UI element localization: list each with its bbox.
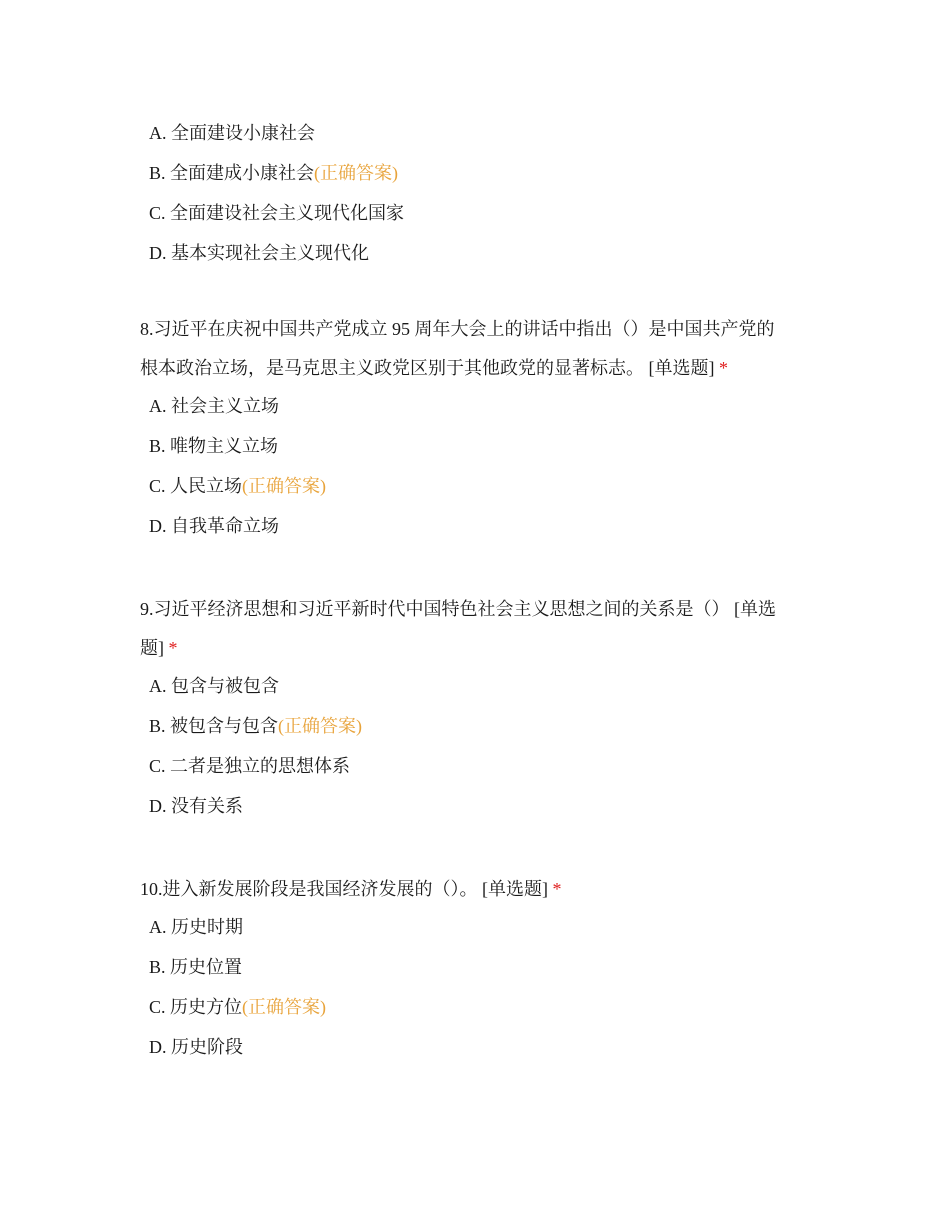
option-d: D. 基本实现社会主义现代化	[149, 243, 369, 263]
question-text: 9.习近平经济思想和习近平新时代中国特色社会主义思想之间的关系是（） [单选 题] *	[140, 599, 776, 658]
option-c: C. 全面建设社会主义现代化国家	[149, 203, 405, 223]
question-10	[140, 870, 810, 1076]
option-b: B. 唯物主义立场	[149, 436, 279, 456]
correct-answer-tag: (正确答案)	[242, 476, 327, 496]
question-text: 8.习近平在庆祝中国共产党成立 95 周年大会上的讲话中指出（）是中国共产党的 根本政治立场，是马克思主义政党区别于其他政党的显著标志。 [单选题] *	[140, 319, 775, 378]
option-d: D. 自我革命立场	[149, 516, 279, 536]
option-c: C. 人民立场(正确答案)	[149, 476, 327, 496]
correct-answer-tag: (正确答案)	[314, 163, 399, 183]
required-mark: *	[168, 638, 178, 658]
option-c: C. 二者是独立的思想体系	[149, 756, 351, 776]
option-a: A. 历史时期	[149, 917, 243, 937]
correct-answer-tag: (正确答案)	[278, 716, 363, 736]
option-b: B. 历史位置	[149, 957, 243, 977]
question-8	[140, 310, 810, 555]
option-a: A. 全面建设小康社会	[149, 123, 315, 143]
option-b: B. 被包含与包含(正确答案)	[149, 716, 363, 736]
required-mark: *	[552, 879, 562, 899]
correct-answer-tag: (正确答案)	[242, 997, 327, 1017]
option-a: A. 社会主义立场	[149, 396, 279, 416]
option-b: B. 全面建成小康社会(正确答案)	[149, 163, 399, 183]
option-a: A. 包含与被包含	[149, 676, 279, 696]
question-9	[140, 590, 810, 835]
option-d: D. 没有关系	[149, 796, 243, 816]
required-mark: *	[719, 358, 728, 378]
question-type-label: [单选题]	[648, 358, 715, 378]
question-type-label: [单选题]	[482, 879, 548, 899]
option-d: D. 历史阶段	[149, 1037, 243, 1057]
option-c: C. 历史方位(正确答案)	[149, 997, 327, 1017]
question-7-options	[140, 122, 810, 282]
question-type-label: [单选	[734, 599, 776, 619]
question-type-label-cont: 题]	[140, 638, 164, 658]
question-text: 10.进入新发展阶段是我国经济发展的（）。 [单选题] *	[140, 879, 562, 899]
